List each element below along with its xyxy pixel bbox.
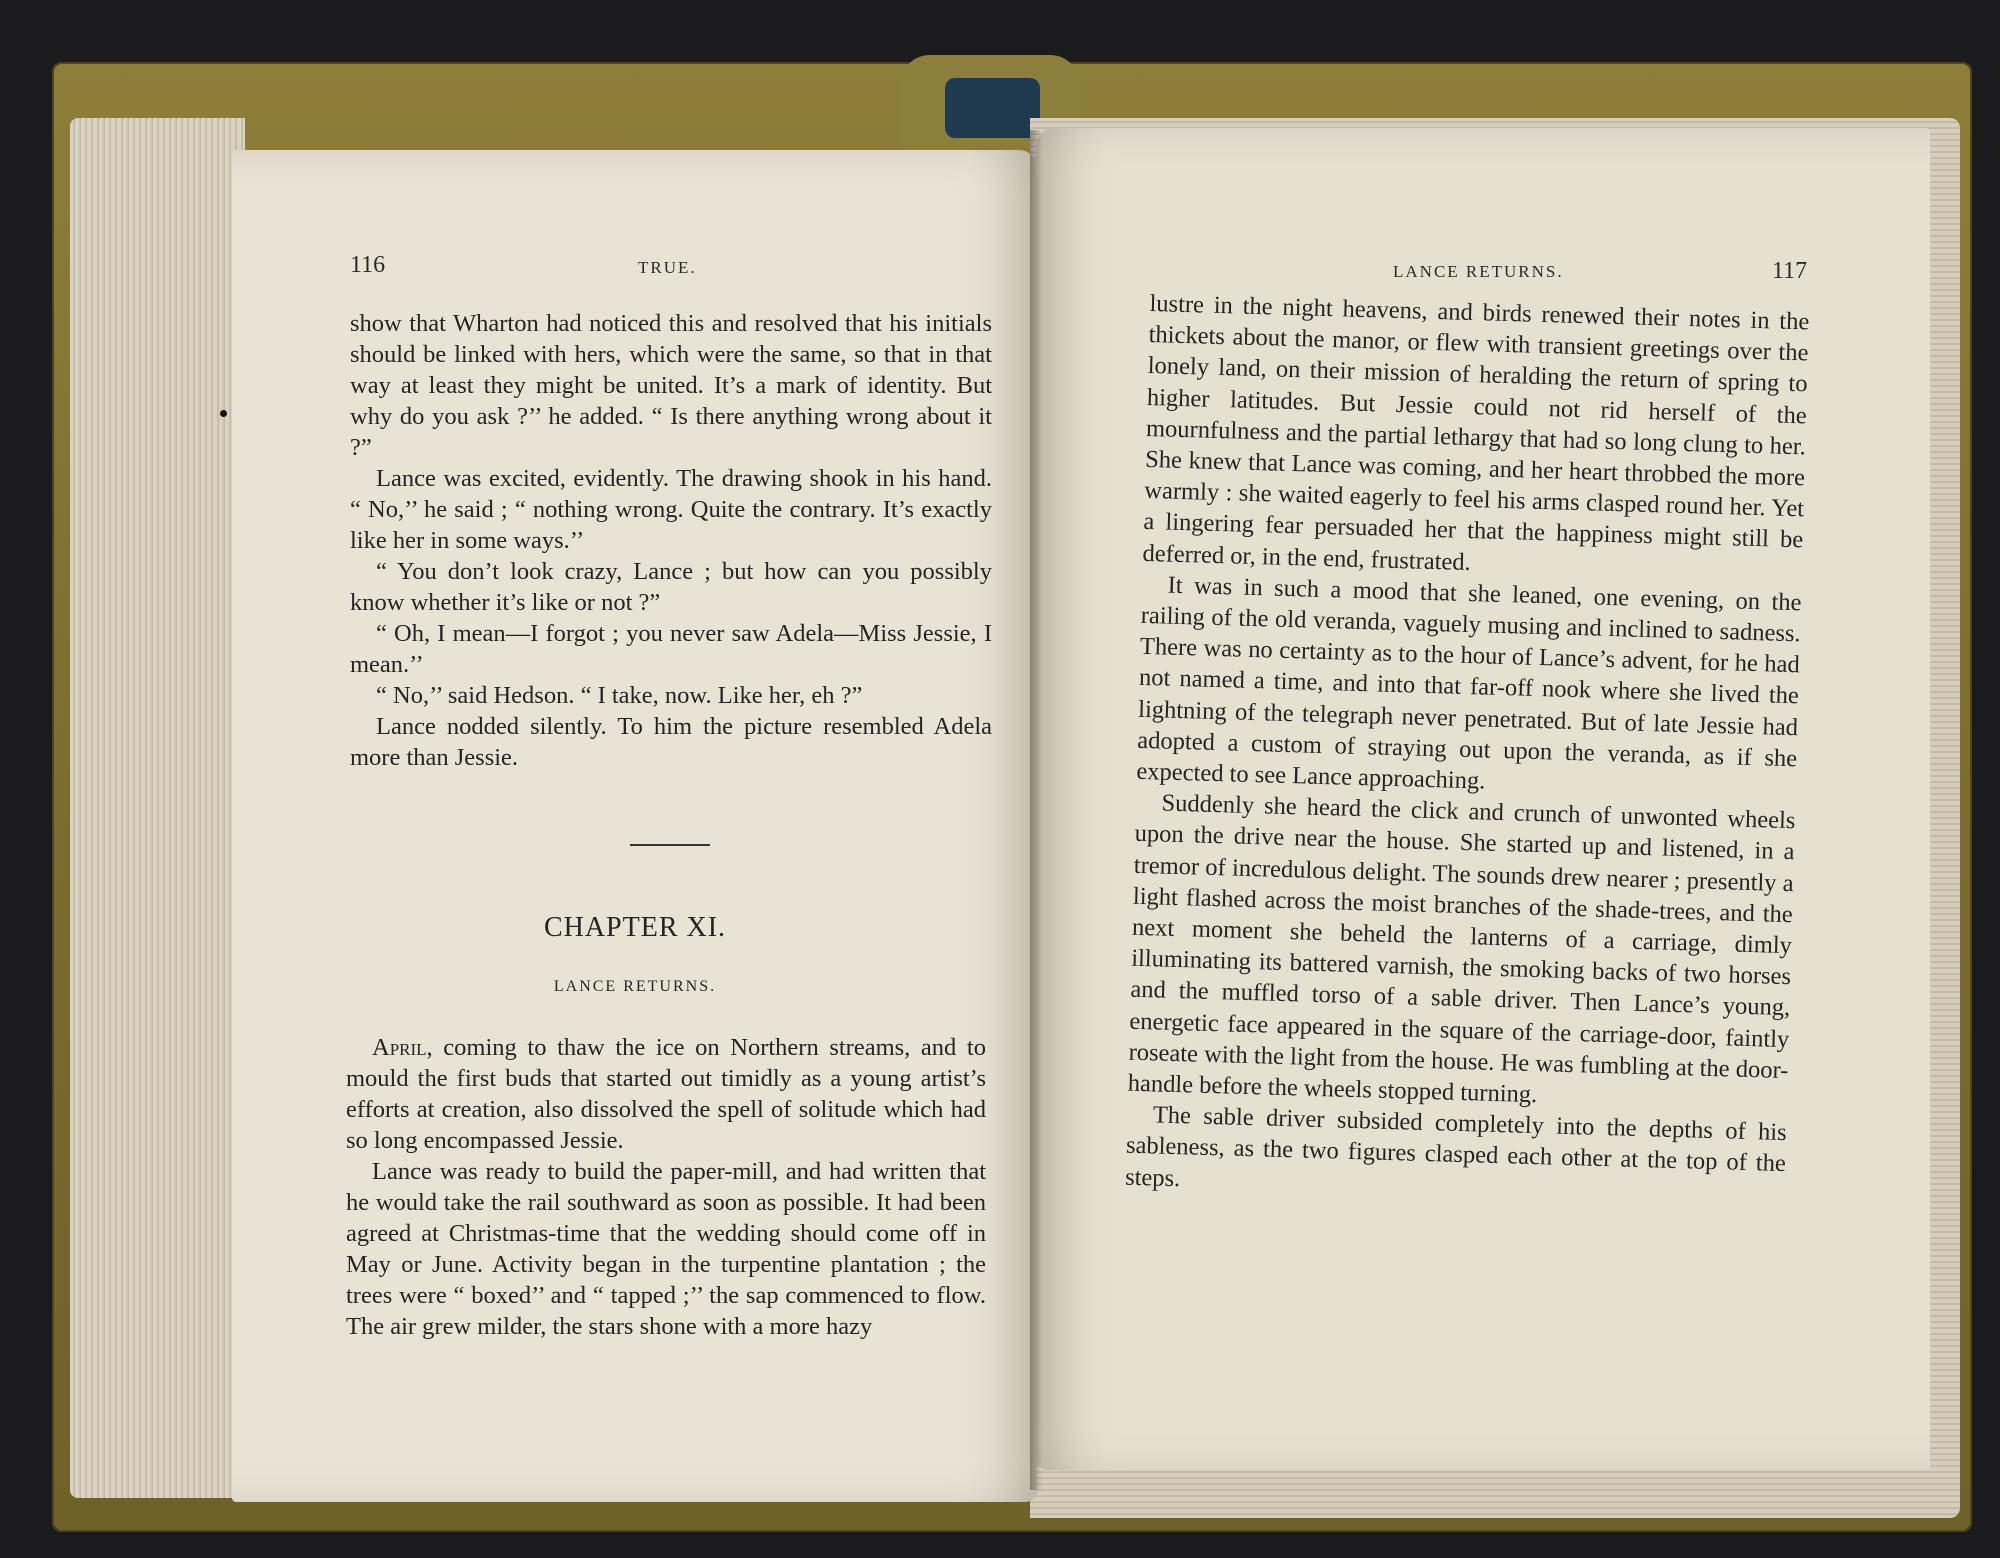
paragraph: lustre in the night heavens, and birds renewed their notes in the thickets about the manor, or flew with transient greetings over the lonely land, on their mission of heralding the return of spring to higher latitudes. But Jessie could not rid herself of the mournfulness and the partial lethargy that had so long clung to her. She knew that Lance was coming, and her heart throbbed the more warmly : she waited eagerly to feel his arms clasped round her. Yet a lingering fear persuaded her that the happiness might still be deferred or, in the end, frustrated. xyxy=(1142,289,1810,576)
chapter-subtitle: LANCE RETURNS. xyxy=(553,978,717,995)
book-gutter xyxy=(1030,130,1042,1490)
paragraph: “ Oh, I mean—I forgot ; you never saw Adela—Miss Jessie, I mean.’’ xyxy=(350,620,992,678)
right-page-body xyxy=(1125,288,1810,1211)
paragraph: Lance was ready to build the paper-mill, and had written that he would take the rail southward as soon as possible. It had been agreed at Christmas-time that the wedding should come off in May or June. Activity began in the turpentine plantation ; the trees were “ boxed’’ and “ tapped ;’’ the sap commenced to flow. The air grew milder, the stars shone with a more hazy xyxy=(346,1158,986,1340)
paragraph-text: coming to thaw the ice on Northern streams, and to mould the first buds that started out timidly as a young artist’s efforts at creation, also dissolved the spell of solitude which had so long encompassed Jessie. xyxy=(346,1034,986,1154)
left-running-head: TRUE. xyxy=(638,258,697,277)
spine-headband xyxy=(945,78,1040,138)
paragraph: show that Wharton had noticed this and resolved that his initials should be linked with hers, which were the same, so that in that way at least they might be united. It’s a mark of identity. But why do you ask ?’’ he added. “ Is there anything wrong about it ?” xyxy=(350,310,992,461)
paragraph: “ You don’t look crazy, Lance ; but how can you possibly know whether it’s like or not ?” xyxy=(350,558,992,616)
right-running-head: LANCE RETURNS. xyxy=(1393,262,1564,281)
paragraph: Lance nodded silently. To him the picture resembled Adela more than Jessie. xyxy=(350,713,992,771)
chapter-title: CHAPTER XI. xyxy=(543,912,727,943)
right-page-number: 117 xyxy=(1772,258,1808,284)
left-page-edges xyxy=(70,118,245,1498)
paragraph: The sable driver subsided completely into the depths of his sableness, as the two figures clasped each other at the top of the steps. xyxy=(1124,1101,1788,1192)
margin-mark xyxy=(220,410,227,417)
section-divider xyxy=(630,844,710,846)
left-page-body xyxy=(350,308,992,773)
paragraph xyxy=(346,1032,986,1156)
paragraph: “ No,’’ said Hedson. “ I take, now. Like her, eh ?” xyxy=(376,682,863,709)
chapter-body xyxy=(346,1032,986,1342)
paragraph: Suddenly she heard the click and crunch of unwonted wheels upon the drive near the house. She started up and listened, in a tremor of incredulous delight. The sounds drew nearer ; presently a light flashed across the moist branches of the shade-trees, and the next moment she beheld the lanterns of a carriage, dimly illuminating its battered varnish, the smoking backs of two horses and the muffled torso of a sable driver. Then Lance’s young, energetic face appeared in the square of the carriage-door, faintly roseate with the light from the house. He was fumbling at the door-handle before the wheels stopped turning. xyxy=(1127,789,1796,1109)
paragraph: It was in such a mood that she leaned, one evening, on the railing of the old veranda, vaguely musing and inclined to sadness. There was no certainty as to the hour of Lance’s advent, for he had not named a time, and into that far-off nook where she lived the lightning of the telegraph never penetrated. But of late Jessie had adopted a custom of straying out upon the veranda, as if she expected to see Lance approaching. xyxy=(1136,571,1802,795)
chapter-lead-word: April, xyxy=(372,1034,433,1061)
left-page-number: 116 xyxy=(350,252,386,278)
paragraph: Lance was excited, evidently. The drawing shook in his hand. “ No,’’ he said ; “ nothing wrong. Quite the contrary. It’s exactly like her in some ways.’’ xyxy=(350,465,992,554)
